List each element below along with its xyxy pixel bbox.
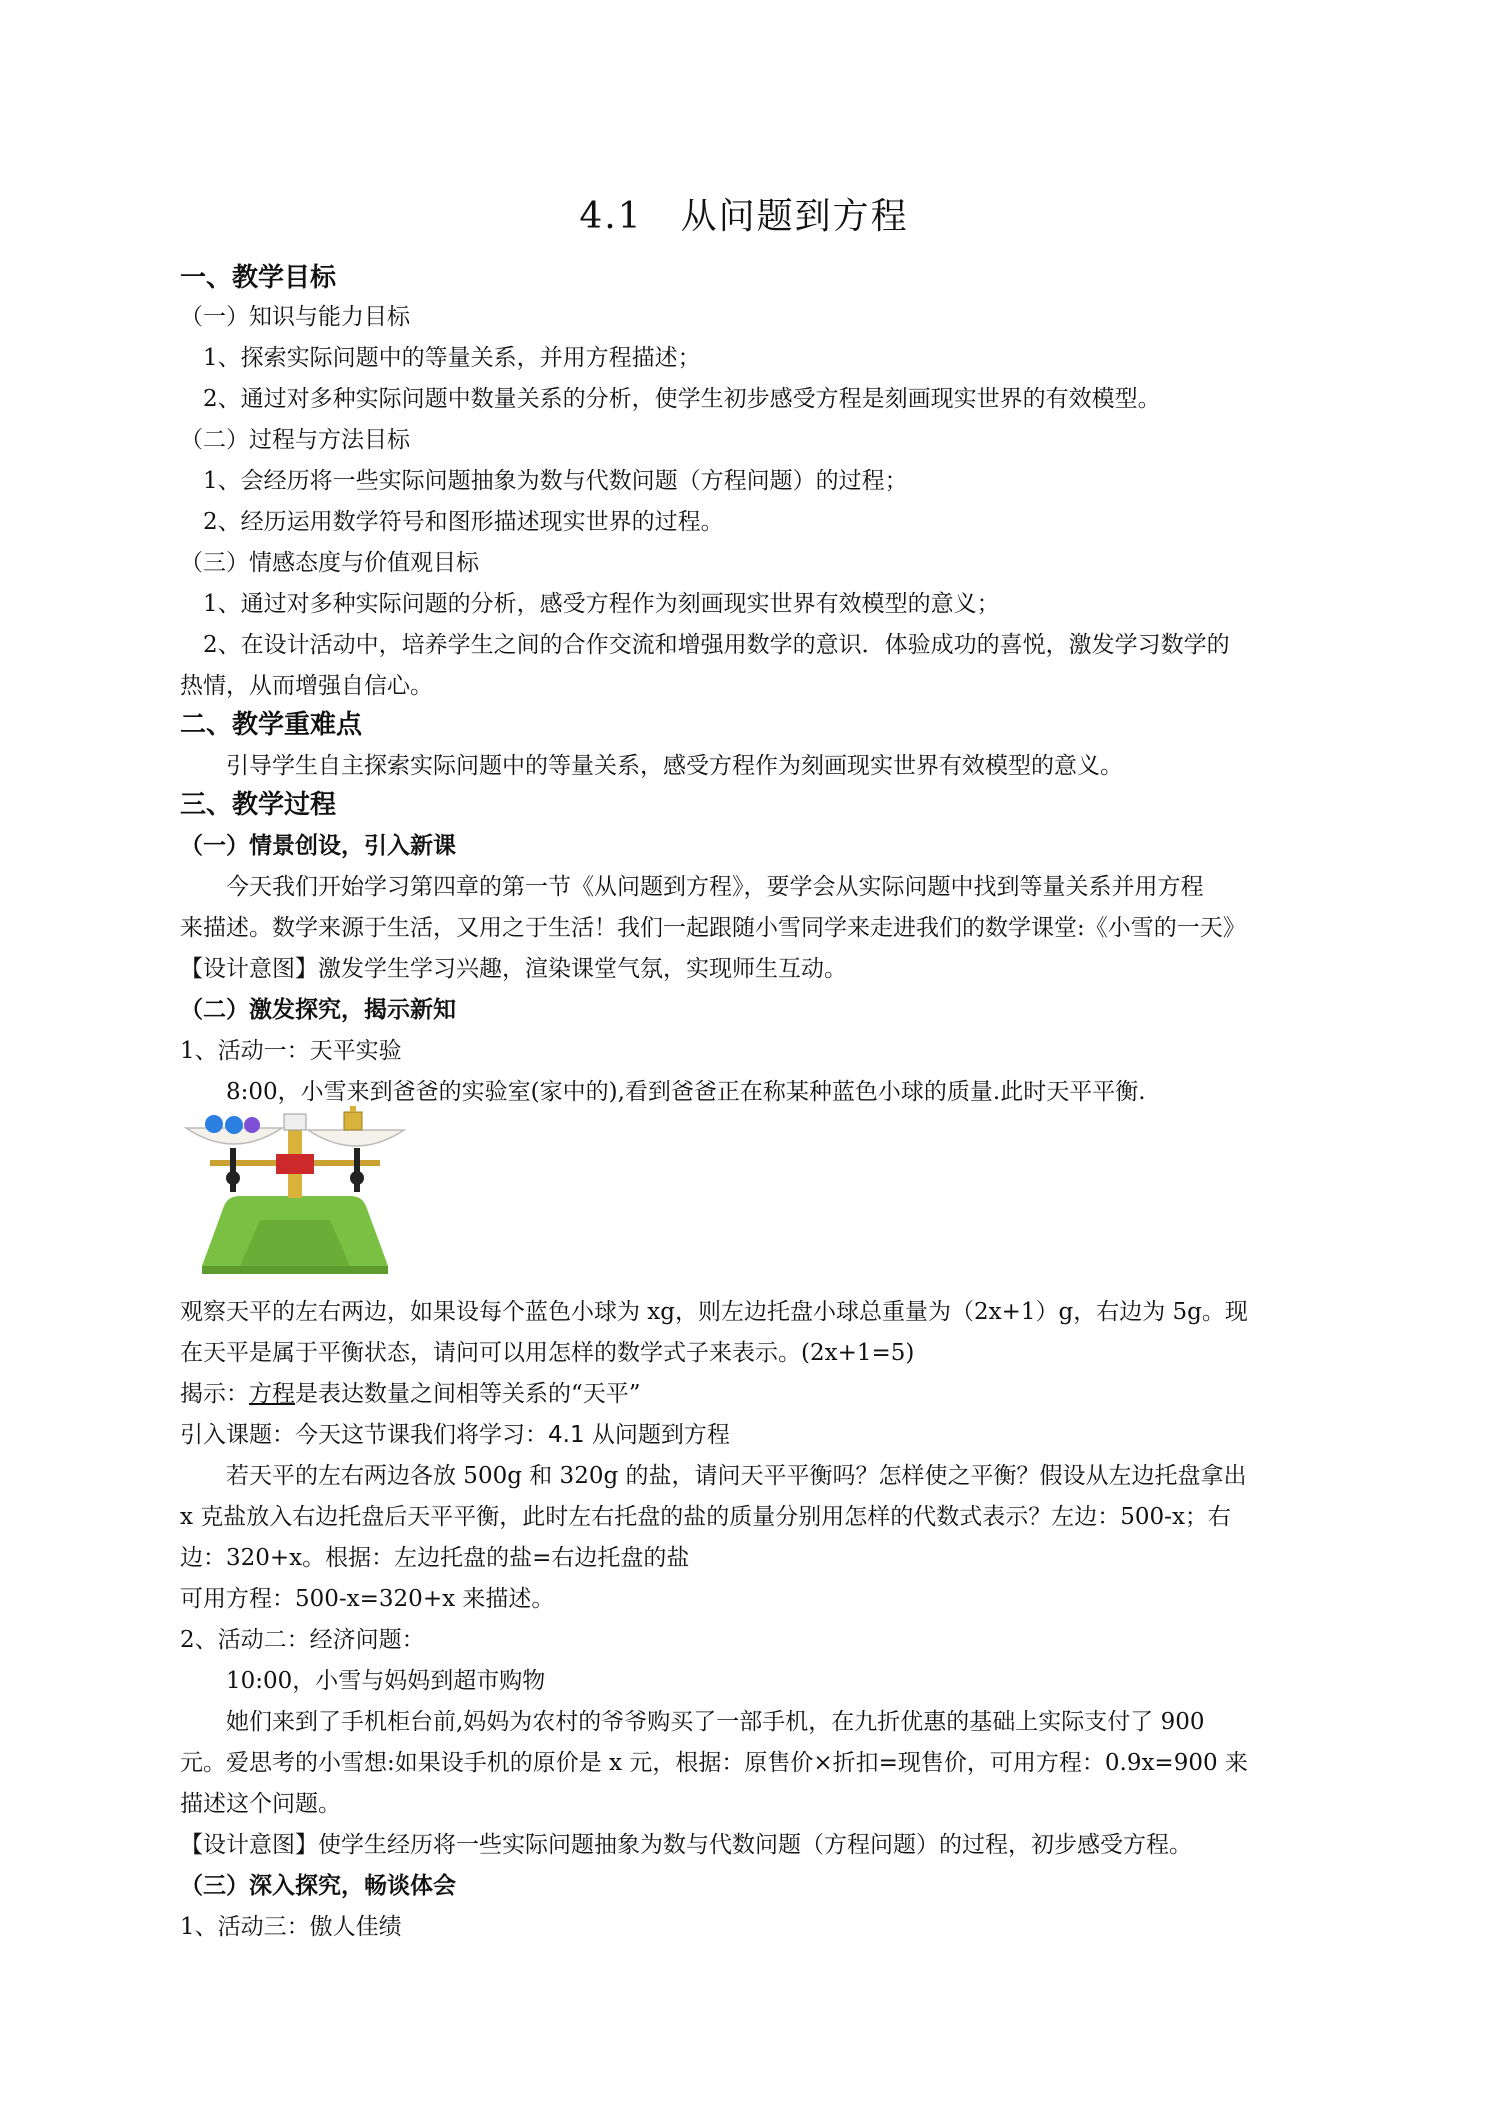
text-line: 可用方程：500-x=320+x 来描述。 bbox=[180, 1586, 555, 1612]
doc-title: 4.1 从问题到方程 bbox=[579, 196, 909, 237]
blue-ball bbox=[205, 1115, 223, 1133]
subheading-attitude: （三）情感态度与价值观目标 bbox=[180, 550, 479, 576]
subheading-explore: （二）激发探究，揭示新知 bbox=[180, 996, 456, 1023]
purple-ball bbox=[244, 1117, 260, 1133]
blue-ball bbox=[225, 1116, 243, 1134]
text-line: 1、通过对多种实际问题的分析，感受方程作为刻画现实世界有效模型的意义； bbox=[180, 591, 1000, 617]
text-line: 8:00，小雪来到爸爸的实验室(家中的),看到爸爸正在称某种蓝色小球的质量.此时天平平衡. bbox=[180, 1079, 1146, 1105]
text-line: 2、经历运用数学符号和图形描述现实世界的过程。 bbox=[180, 509, 724, 535]
text-line: 边：320+x。根据：左边托盘的盐=右边托盘的盐 bbox=[180, 1545, 690, 1571]
subheading-scenario: （一）情景创设，引入新课 bbox=[180, 832, 456, 859]
text-line: 热情，从而增强自信心。 bbox=[180, 673, 433, 699]
reveal-line bbox=[180, 1374, 1360, 1414]
text-line: 10:00，小雪与妈妈到超市购物 bbox=[180, 1668, 546, 1694]
topic-label: 引入课题：今天这节课我们将学习： bbox=[180, 1422, 548, 1448]
text-line: x 克盐放入右边托盘后天平平衡，此时左右托盘的盐的质量分别用怎样的代数式表示？左边：500-x；右 bbox=[180, 1504, 1231, 1530]
text-line: 1、活动一：天平实验 bbox=[180, 1038, 402, 1064]
text-line: 1、活动三：傲人佳绩 bbox=[180, 1914, 402, 1940]
text-line: 若天平的左右两边各放 500g 和 320g 的盐，请问天平平衡吗？怎样使之平衡？假设从左边托盘拿出 bbox=[180, 1463, 1247, 1489]
subheading-knowledge: （一）知识与能力目标 bbox=[180, 304, 410, 330]
text-line: 引导学生自主探索实际问题中的等量关系，感受方程作为刻画现实世界有效模型的意义。 bbox=[180, 753, 1123, 779]
balance-scale-illustration bbox=[180, 1098, 410, 1278]
reveal-text: 是表达数量之间相等关系的“天平” bbox=[295, 1381, 641, 1407]
text-line: 2、活动二：经济问题： bbox=[180, 1627, 425, 1653]
section-heading-key-points: 二、教学重难点 bbox=[180, 710, 363, 740]
topic-line bbox=[180, 1415, 1360, 1455]
text-line: 她们来到了手机柜台前,妈妈为农村的爷爷购买了一部手机，在九折优惠的基础上实际支付了 900 bbox=[180, 1709, 1205, 1735]
text-line: 来描述。数学来源于生活，又用之于生活！我们一起跟随小雪同学来走进我们的数学课堂:《小雪的一天》 bbox=[180, 915, 1246, 941]
weight-block bbox=[344, 1112, 362, 1130]
text-line: 【设计意图】使学生经历将一些实际问题抽象为数与代数问题（方程问题）的过程，初步感受方程。 bbox=[180, 1832, 1192, 1858]
text-line: 描述这个问题。 bbox=[180, 1791, 341, 1817]
section-heading-process: 三、教学过程 bbox=[180, 790, 337, 820]
text-line: 元。爱思考的小雪想:如果设手机的原价是 x 元，根据：原售价×折扣=现售价，可用方程：0.9x=900 来 bbox=[180, 1750, 1248, 1776]
text-line: 1、会经历将一些实际问题抽象为数与代数问题（方程问题）的过程； bbox=[180, 468, 908, 494]
text-line: 在天平是属于平衡状态，请问可以用怎样的数学式子来表示。(2x+1=5) bbox=[180, 1340, 915, 1366]
text-line: 2、通过对多种实际问题中数量关系的分析，使学生初步感受方程是刻画现实世界的有效模型。 bbox=[180, 386, 1161, 412]
subheading-process: （二）过程与方法目标 bbox=[180, 427, 410, 453]
text-line: 1、探索实际问题中的等量关系，并用方程描述； bbox=[180, 345, 701, 371]
text-line: 今天我们开始学习第四章的第一节《从问题到方程》，要学会从实际问题中找到等量关系并用方程 bbox=[180, 874, 1204, 900]
reveal-label: 揭示： bbox=[180, 1381, 249, 1407]
right-pan bbox=[308, 1130, 404, 1146]
subheading-deep-explore: （三）深入探究，畅谈体会 bbox=[180, 1872, 456, 1899]
equation-term: 方程 bbox=[249, 1381, 295, 1407]
topic-title: 4.1 从问题到方程 bbox=[548, 1422, 730, 1448]
text-line: 2、在设计活动中，培养学生之间的合作交流和增强用数学的意识．体验成功的喜悦，激发学习数学的 bbox=[180, 632, 1230, 658]
text-line: 【设计意图】激发学生学习兴趣，渲染课堂气氛，实现师生互动。 bbox=[180, 956, 847, 982]
section-heading-objectives: 一、教学目标 bbox=[180, 263, 337, 293]
text-line: 观察天平的左右两边，如果设每个蓝色小球为 xg，则左边托盘小球总重量为（2x+1）g，右边为 5g。现 bbox=[180, 1299, 1248, 1325]
